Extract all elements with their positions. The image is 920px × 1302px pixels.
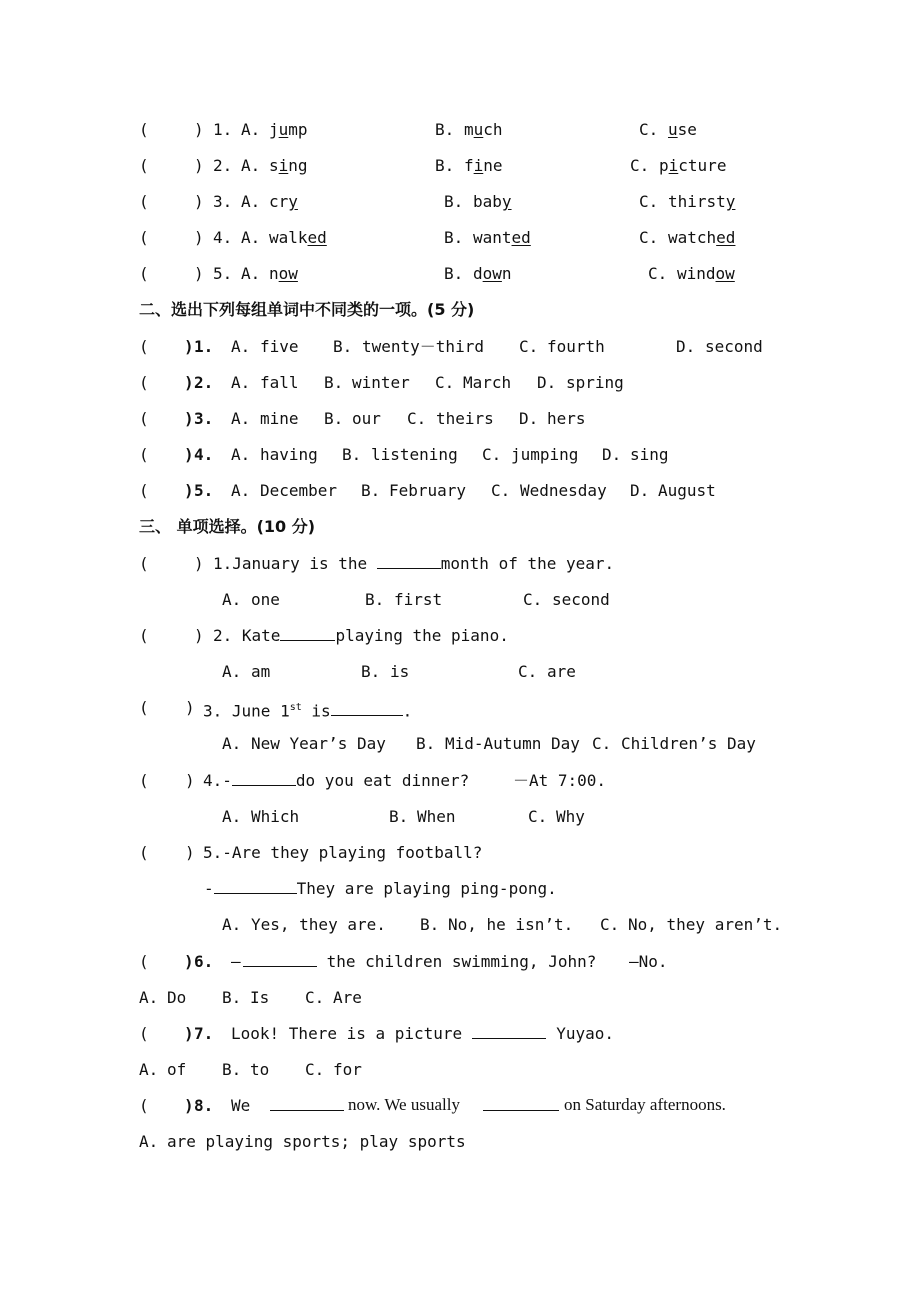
blank-line (232, 771, 296, 786)
option-c-label: C. (518, 662, 538, 681)
question-stem: — the children swimming, John? (231, 952, 597, 971)
option-a-label: A. (231, 337, 251, 356)
option-a-word: five (260, 337, 299, 356)
answer-paren-close: ) (184, 1024, 194, 1043)
blank-line (377, 554, 441, 569)
question-stem: 1.January is the month of the year. (213, 554, 615, 573)
answer-paren-open: ( (139, 337, 149, 356)
question-number: 1. (194, 337, 214, 356)
answer-paren-close: ) (184, 373, 194, 392)
answer-paren-open: ( (139, 481, 149, 500)
answer-paren-open: ( (139, 373, 149, 392)
option-b-label: B. (324, 373, 344, 392)
option-a-word: sing (269, 156, 308, 175)
answer-paren-open: ( (139, 698, 149, 717)
option-d-label: D. (537, 373, 557, 392)
answer-paren-open: ( (139, 952, 149, 971)
question-stem: Look! There is a picture Yuyao. (231, 1024, 614, 1043)
option-a-word: now (269, 264, 298, 283)
option-b-text: first (394, 590, 443, 609)
option-b-text: is (390, 662, 410, 681)
question-stem-end: on Saturday afternoons. (564, 1095, 726, 1114)
option-c-text: second (552, 590, 610, 609)
option-c-text: Why (556, 807, 585, 826)
answer-paren-close: ) (194, 156, 204, 175)
question-stem-middle: now. We usually (348, 1095, 460, 1114)
option-c-label: C. (523, 590, 543, 609)
option-a-label: A. (241, 228, 261, 247)
option-a-label: A. (139, 1132, 159, 1151)
answer-text: －At 7:00. (513, 771, 607, 790)
option-a-text: one (251, 590, 280, 609)
answer-paren-open: ( (139, 843, 149, 862)
option-d-word: spring (566, 373, 624, 392)
option-d-label: D. (676, 337, 696, 356)
option-a-label: A. (222, 590, 242, 609)
question-number: 2. (194, 373, 214, 392)
option-a-label: A. (139, 988, 159, 1007)
blank-line (243, 952, 317, 967)
answer-paren-close: ) (194, 192, 204, 211)
option-a-label: A. (222, 734, 242, 753)
answer-paren-close: ) (194, 554, 204, 573)
question-stem: 5.-Are they playing football? (203, 843, 483, 862)
option-c-label: C. (600, 915, 620, 934)
option-b-text: No, he isn’t. (448, 915, 574, 934)
option-c-label: C. (435, 373, 455, 392)
option-a-label: A. (139, 1060, 159, 1079)
option-c-label: C. (519, 337, 539, 356)
option-c-word: use (668, 120, 697, 139)
answer-paren-open: ( (139, 445, 149, 464)
answer-paren-close: ) (184, 337, 194, 356)
answer-paren-open: ( (139, 264, 149, 283)
option-a-label: A. (231, 481, 251, 500)
option-c-word: jumping (511, 445, 579, 464)
option-b-label: B. (222, 988, 242, 1007)
question-number: 7. (194, 1024, 214, 1043)
option-a-label: A. (241, 192, 261, 211)
option-c-word: picture (659, 156, 727, 175)
option-c-text: for (333, 1060, 362, 1079)
option-a-label: A. (241, 120, 261, 139)
question-number: 6. (194, 952, 214, 971)
option-a-label: A. (222, 915, 242, 934)
option-b-label: B. (333, 337, 353, 356)
option-c-label: C. (648, 264, 668, 283)
option-b-word: our (352, 409, 381, 428)
answer-paren-open: ( (139, 228, 149, 247)
option-a-word: cry (269, 192, 298, 211)
option-b-label: B. (342, 445, 362, 464)
option-c-label: C. (491, 481, 511, 500)
option-c-text: are (547, 662, 576, 681)
option-b-label: B. (420, 915, 440, 934)
option-c-label: C. (592, 734, 612, 753)
answer-paren-close: ) (185, 843, 195, 862)
answer-paren-close: ) (194, 626, 204, 645)
option-a-word: fall (260, 373, 299, 392)
option-c-label: C. (639, 228, 659, 247)
option-a-word: having (260, 445, 318, 464)
option-c-text: No, they aren’t. (628, 915, 783, 934)
option-c-label: C. (639, 192, 659, 211)
option-c-label: C. (639, 120, 659, 139)
option-b-word: February (389, 481, 467, 500)
question-5-line2: - They are playing ping-pong. (204, 879, 557, 898)
option-c-label: C. (407, 409, 427, 428)
answer-paren-open: ( (139, 156, 149, 175)
option-a-word: walked (269, 228, 327, 247)
option-c-label: C. (305, 988, 325, 1007)
question-stem: 4.- do you eat dinner? (203, 771, 470, 790)
option-b-word: baby (473, 192, 512, 211)
option-a-label: A. (231, 373, 251, 392)
option-b-label: B. (444, 228, 464, 247)
answer-paren-open: ( (139, 192, 149, 211)
answer-paren-open: ( (139, 626, 149, 645)
option-b-word: winter (352, 373, 410, 392)
option-c-word: thirsty (668, 192, 736, 211)
option-a-label: A. (241, 264, 261, 283)
answer-paren-close: ) (194, 228, 204, 247)
answer-paren-close: ) (194, 264, 204, 283)
question-stem-start: We (231, 1096, 251, 1115)
option-b-text: Is (250, 988, 270, 1007)
option-a-label: A. (241, 156, 261, 175)
answer-paren-open: ( (139, 1096, 149, 1115)
option-a-text: am (251, 662, 271, 681)
question-number: 2. (213, 156, 233, 175)
question-number: 3. (194, 409, 214, 428)
option-c-word: theirs (436, 409, 494, 428)
answer-paren-open: ( (139, 554, 149, 573)
option-d-label: D. (602, 445, 622, 464)
option-b-text: to (250, 1060, 270, 1079)
option-c-label: C. (528, 807, 548, 826)
option-a-text: Yes, they are. (251, 915, 386, 934)
option-d-word: August (658, 481, 716, 500)
option-c-label: C. (630, 156, 650, 175)
answer-paren-close: ) (184, 481, 194, 500)
option-a-label: A. (231, 445, 251, 464)
option-b-word: wanted (473, 228, 531, 247)
option-a-text: New Year’s Day (251, 734, 386, 753)
option-c-label: C. (482, 445, 502, 464)
option-a-label: A. (231, 409, 251, 428)
option-b-text: Mid-Autumn Day (445, 734, 580, 753)
question-number: 5. (194, 481, 214, 500)
option-a-text: Do (167, 988, 187, 1007)
blank-line (331, 701, 403, 716)
option-c-text: Children’s Day (621, 734, 756, 753)
option-a-word: December (260, 481, 338, 500)
question-number: 4. (194, 445, 214, 464)
answer-paren-open: ( (139, 771, 149, 790)
part3-title: 三、 单项选择。(10 分) (139, 517, 316, 536)
option-d-label: D. (519, 409, 539, 428)
option-d-word: second (705, 337, 763, 356)
option-c-word: window (677, 264, 735, 283)
answer-paren-close: ) (184, 409, 194, 428)
answer-paren-open: ( (139, 1024, 149, 1043)
answer-paren-close: ) (185, 698, 195, 717)
option-c-word: watched (668, 228, 736, 247)
blank-line (472, 1024, 546, 1039)
question-number: 4. (213, 228, 233, 247)
question-number: 8. (194, 1096, 214, 1115)
option-b-label: B. (389, 807, 409, 826)
answer-paren-close: ) (194, 120, 204, 139)
option-b-label: B. (365, 590, 385, 609)
answer-paren-close: ) (184, 1096, 194, 1115)
option-c-word: fourth (547, 337, 605, 356)
option-b-word: twenty－third (362, 337, 484, 356)
option-b-word: much (464, 120, 503, 139)
option-c-word: March (463, 373, 512, 392)
option-a-label: A. (222, 807, 242, 826)
option-b-label: B. (435, 156, 455, 175)
blank-line (270, 1096, 344, 1116)
option-a-word: mine (260, 409, 299, 428)
answer-paren-close: ) (185, 771, 195, 790)
option-d-word: sing (630, 445, 669, 464)
option-b-label: B. (435, 120, 455, 139)
answer-text: —No. (629, 952, 668, 971)
option-c-label: C. (305, 1060, 325, 1079)
question-stem: 2. Kate playing the piano. (213, 626, 509, 645)
question-number: 5. (213, 264, 233, 283)
option-b-label: B. (444, 192, 464, 211)
question-number: 1. (213, 120, 233, 139)
option-c-text: Are (333, 988, 362, 1007)
option-b-label: B. (444, 264, 464, 283)
part2-title: 二、选出下列每组单词中不同类的一项。(5 分) (139, 300, 475, 319)
answer-paren-close: ) (184, 445, 194, 464)
option-a-text: of (167, 1060, 187, 1079)
option-a-text: Which (251, 807, 300, 826)
answer-paren-close: ) (184, 952, 194, 971)
option-b-label: B. (416, 734, 436, 753)
option-d-label: D. (630, 481, 650, 500)
blank-line (214, 879, 297, 894)
option-b-label: B. (361, 481, 381, 500)
option-b-label: B. (324, 409, 344, 428)
option-b-word: down (473, 264, 512, 283)
option-b-label: B. (222, 1060, 242, 1079)
option-d-word: hers (547, 409, 586, 428)
answer-paren-open: ( (139, 409, 149, 428)
question-number: 3. (213, 192, 233, 211)
option-b-label: B. (361, 662, 381, 681)
option-c-word: Wednesday (520, 481, 607, 500)
option-a-text: are playing sports; play sports (167, 1132, 466, 1151)
option-a-label: A. (222, 662, 242, 681)
blank-line (280, 626, 335, 641)
option-b-text: When (417, 807, 456, 826)
question-stem: 3. June 1st is . (203, 701, 413, 721)
option-b-word: listening (371, 445, 458, 464)
option-b-word: fine (464, 156, 503, 175)
answer-paren-open: ( (139, 120, 149, 139)
blank-line (483, 1096, 559, 1116)
option-a-word: jump (269, 120, 308, 139)
